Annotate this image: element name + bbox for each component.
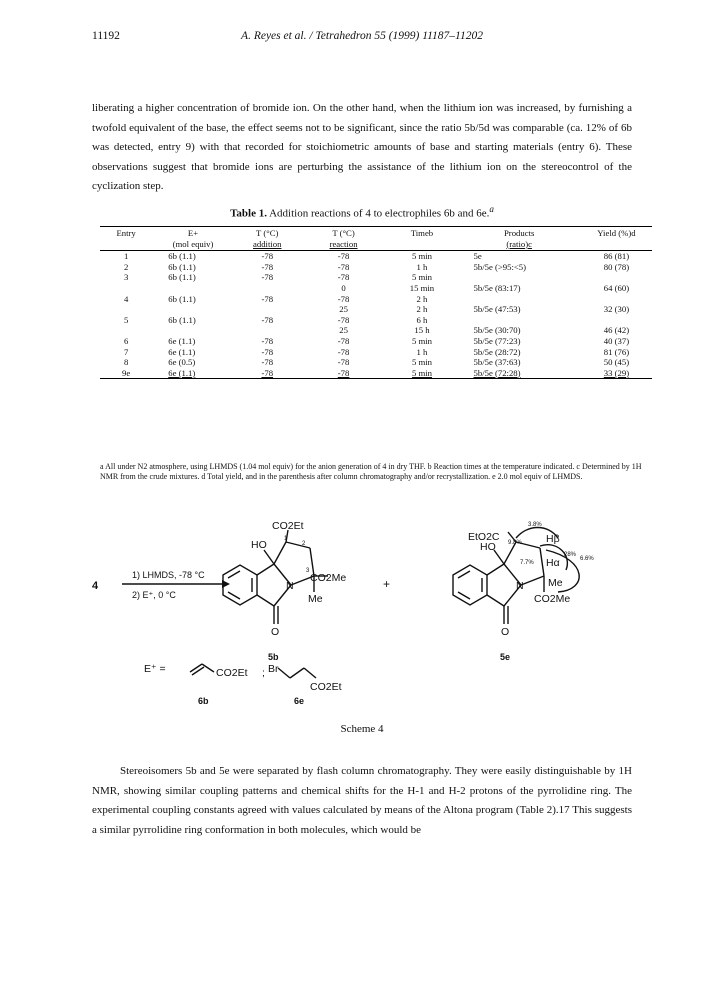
cell-e: 6b (1.1) bbox=[168, 251, 196, 262]
5e-hb: Hβ bbox=[546, 533, 560, 545]
6e-co2et: CO2Et bbox=[310, 681, 342, 693]
5e-co2me: CO2Me bbox=[534, 593, 571, 605]
cell-products: 5b/5e (>95:<5) bbox=[473, 261, 527, 272]
th-electrophile: E+ (mol equiv) bbox=[152, 227, 234, 251]
table-row bbox=[100, 368, 652, 379]
table-caption-mark: a bbox=[489, 204, 494, 214]
cell-yield bbox=[581, 315, 652, 326]
paragraph-2 bbox=[92, 762, 632, 840]
5e-o: O bbox=[501, 626, 510, 638]
table-row bbox=[100, 272, 652, 283]
cell-products: 5b/5e (30:70) bbox=[473, 325, 521, 336]
table-row bbox=[100, 336, 652, 347]
cell-entry: 8 bbox=[123, 357, 129, 368]
cell-t-reac: -78 bbox=[337, 314, 350, 325]
cell-entry bbox=[100, 304, 152, 315]
cell-e: 6b (1.1) bbox=[168, 261, 196, 272]
5b-me: Me bbox=[308, 593, 323, 605]
noe-7-7: 7.7% bbox=[520, 560, 534, 566]
th-t-addition: T (°C) addition bbox=[234, 227, 301, 251]
cell-e: 6b (1.1) bbox=[168, 293, 196, 304]
cell-time: 2 h bbox=[416, 293, 428, 304]
electrophile-6e-label: 6e bbox=[294, 696, 305, 706]
table-caption bbox=[92, 204, 632, 220]
start-compound-label: 4 bbox=[92, 580, 99, 592]
th-entry: Entry bbox=[100, 227, 152, 251]
5b-co2et: CO2Et bbox=[272, 520, 304, 532]
page-header bbox=[92, 30, 632, 46]
condition-2: 2) E⁺, 0 °C bbox=[132, 590, 176, 600]
th-t-reaction: T (°C) reaction bbox=[301, 227, 387, 251]
table-row bbox=[100, 325, 652, 336]
cell-t-add: -78 bbox=[234, 368, 301, 379]
cell-t-reac: -78 bbox=[337, 335, 350, 346]
cell-t-add: -78 bbox=[261, 335, 274, 346]
cell-yield bbox=[581, 272, 652, 283]
cell-t-reac: -78 bbox=[337, 346, 350, 357]
table-row bbox=[100, 251, 652, 262]
5b-o: O bbox=[271, 626, 280, 638]
condition-1: 1) LHMDS, -78 °C bbox=[132, 570, 205, 580]
cell-entry: 4 bbox=[123, 293, 129, 304]
cell-t-add: -78 bbox=[261, 346, 274, 357]
cell-entry: 6 bbox=[123, 335, 129, 346]
cell-e bbox=[152, 283, 234, 294]
table-row bbox=[100, 347, 652, 358]
cell-products: 5b/5e (72:28) bbox=[458, 368, 581, 379]
scheme-title: Scheme 4 bbox=[340, 723, 384, 735]
cell-t-add: -78 bbox=[261, 261, 274, 272]
cell-entry bbox=[100, 283, 152, 294]
table-row bbox=[100, 262, 652, 273]
paragraph-1 bbox=[92, 99, 632, 197]
table-header-row bbox=[100, 227, 652, 251]
cell-entry: 9e bbox=[100, 368, 152, 379]
5e-eto2c: EtO2C bbox=[468, 531, 500, 543]
cell-e bbox=[152, 325, 234, 336]
cell-products: 5b/5e (28:72) bbox=[473, 346, 521, 357]
table-row bbox=[100, 357, 652, 368]
cell-e: 6e (0.5) bbox=[168, 357, 196, 368]
6b-co2et: CO2Et bbox=[216, 667, 248, 679]
cell-time: 6 h bbox=[416, 314, 428, 325]
cell-yield: 33 (29) bbox=[581, 368, 652, 379]
5b-co2me: CO2Me bbox=[310, 572, 347, 584]
cell-e: 6e (1.1) bbox=[152, 368, 234, 379]
noe-9-8: 9.8% bbox=[508, 540, 522, 546]
cell-products bbox=[458, 315, 581, 326]
cell-products: 5b/5e (77:23) bbox=[473, 335, 521, 346]
cell-products: 5b/5e (83:17) bbox=[473, 282, 521, 293]
table-row bbox=[100, 315, 652, 326]
table-caption-text: Addition reactions of 4 to electrophiles 6b and 6e. bbox=[269, 207, 490, 220]
cell-t-reac: -78 bbox=[301, 368, 387, 379]
noe-28: 28% bbox=[564, 552, 577, 558]
table-row bbox=[100, 283, 652, 294]
cell-yield: 46 (42) bbox=[603, 325, 630, 336]
cell-time: 2 h bbox=[416, 304, 428, 315]
cell-t-reac: 25 bbox=[339, 325, 348, 336]
cell-products: 5b/5e (37:63) bbox=[473, 357, 521, 368]
cell-e: 6b (1.1) bbox=[168, 272, 196, 283]
cell-t-reac: -78 bbox=[337, 261, 350, 272]
cell-products: 5e bbox=[473, 251, 482, 262]
table-caption-label: Table 1. bbox=[230, 207, 267, 220]
cell-time: 5 min bbox=[411, 272, 432, 283]
6e-br: Br bbox=[268, 663, 279, 675]
cell-e: 6e (1.1) bbox=[168, 335, 196, 346]
table-row bbox=[100, 304, 652, 315]
table-row bbox=[100, 294, 652, 305]
5b-num-2: 2 bbox=[302, 541, 306, 547]
cell-t-add: -78 bbox=[261, 272, 274, 283]
cell-yield: 32 (30) bbox=[603, 304, 630, 315]
cell-entry bbox=[100, 325, 152, 336]
cell-time: 5 min bbox=[411, 357, 432, 368]
cell-time: 15 min bbox=[409, 282, 435, 293]
electrophile-6b-label: 6b bbox=[198, 696, 209, 706]
5b-num-1: 1 bbox=[284, 536, 288, 542]
th-time: Timeb bbox=[386, 227, 457, 251]
cell-entry: 5 bbox=[123, 314, 129, 325]
cell-yield: 64 (60) bbox=[603, 282, 630, 293]
electrophile-eq: E⁺ = bbox=[144, 663, 166, 675]
cell-products bbox=[458, 294, 581, 305]
5b-ho: HO bbox=[251, 539, 267, 551]
page-number: 11192 bbox=[92, 30, 120, 42]
product-5e-label: 5e bbox=[500, 652, 511, 662]
cell-time: 5 min bbox=[386, 368, 457, 379]
5b-num-3: 3 bbox=[306, 568, 310, 574]
cell-t-reac: -78 bbox=[337, 293, 350, 304]
cell-entry: 7 bbox=[123, 346, 129, 357]
cell-yield bbox=[581, 294, 652, 305]
cell-products: 5b/5e (47:53) bbox=[473, 304, 521, 315]
5e-ho: HO bbox=[480, 541, 496, 553]
plus-sign: + bbox=[383, 577, 391, 591]
5e-me: Me bbox=[548, 577, 563, 589]
cell-t-add: -78 bbox=[261, 293, 274, 304]
cell-yield: 40 (37) bbox=[603, 335, 630, 346]
cell-yield: 81 (76) bbox=[603, 346, 630, 357]
cell-products bbox=[458, 272, 581, 283]
5e-n: N bbox=[516, 580, 524, 592]
cell-yield: 50 (45) bbox=[603, 357, 630, 368]
cell-e: 6b (1.1) bbox=[168, 314, 196, 325]
cell-entry: 1 bbox=[123, 251, 129, 262]
cell-t-add bbox=[234, 325, 301, 336]
5e-ha: Hα bbox=[546, 557, 560, 569]
cell-time: 5 min bbox=[411, 335, 432, 346]
cell-t-reac: 0 bbox=[341, 282, 346, 293]
separator: ; bbox=[262, 667, 265, 679]
paragraph-1-text: liberating a higher concentration of bromide ion. On the other hand, when the lithium ion was increased, by furnishing a twofold equivalent of the base, the effect seems not to be significant, since the ratio 5b/5d was comparable (ca. 12% of 6b was detected, entry 9) with that recorded for stoichiometric amounts of base and starting materials (entry 6). These observations suggest that bromide ions are perturbing the assistance of the lithium ion on the stereocontrol of the cyclization step. bbox=[92, 102, 632, 193]
cell-t-add: -78 bbox=[261, 251, 274, 262]
product-5b-label: 5b bbox=[268, 652, 279, 662]
noe-3-8: 3.8% bbox=[528, 522, 542, 528]
cell-time: 5 min bbox=[411, 251, 432, 262]
cell-yield: 86 (81) bbox=[603, 251, 630, 262]
cell-t-reac: -78 bbox=[337, 272, 350, 283]
cell-time: 1 h bbox=[416, 261, 428, 272]
cell-t-reac: 25 bbox=[339, 304, 348, 315]
cell-yield: 80 (78) bbox=[603, 261, 630, 272]
scheme-4-figure bbox=[88, 520, 648, 710]
results-table bbox=[100, 226, 652, 379]
th-products: Products (ratio)c bbox=[458, 227, 581, 251]
cell-time: 15 h bbox=[414, 325, 430, 336]
running-title: A. Reyes et al. / Tetrahedron 55 (1999) 11187–11202 bbox=[241, 30, 483, 42]
cell-t-add bbox=[234, 283, 301, 294]
cell-entry: 2 bbox=[123, 261, 129, 272]
th-yield: Yield (%)d bbox=[581, 227, 652, 251]
cell-t-reac: -78 bbox=[337, 251, 350, 262]
cell-e bbox=[152, 304, 234, 315]
table-footnote: a All under N2 atmosphere, using LHMDS (1.04 mol equiv) for the anion generation of 4 in dry THF. b Reaction times at the temperature indicated. c Determined by 1H NMR from the crude mixtures. d Total yield, and in the parenthesis after column chromatography and/or recrystallization. e 2.0 mol equiv of LHMDS. bbox=[100, 462, 642, 482]
cell-time: 1 h bbox=[416, 346, 428, 357]
cell-e: 6e (1.1) bbox=[168, 346, 196, 357]
5b-n: N bbox=[286, 580, 294, 592]
paragraph-2-text: Stereoisomers 5b and 5e were separated by flash column chromatography. They were easily distinguishable by 1H NMR, showing similar coupling patterns and chemical shifts for the H-1 and H-2 protons of the pyrrolidine ring. The experimental coupling constants agreed with values calculated by means of the Altona program (Table 2).17 This suggests a similar pyrrolidine ring conformation in both molecules, which would be bbox=[92, 765, 632, 836]
cell-t-reac: -78 bbox=[337, 357, 350, 368]
noe-6-6: 6.6% bbox=[580, 556, 594, 562]
cell-entry: 3 bbox=[123, 272, 129, 283]
cell-t-add bbox=[234, 304, 301, 315]
cell-t-add: -78 bbox=[261, 357, 274, 368]
cell-t-add: -78 bbox=[261, 314, 274, 325]
